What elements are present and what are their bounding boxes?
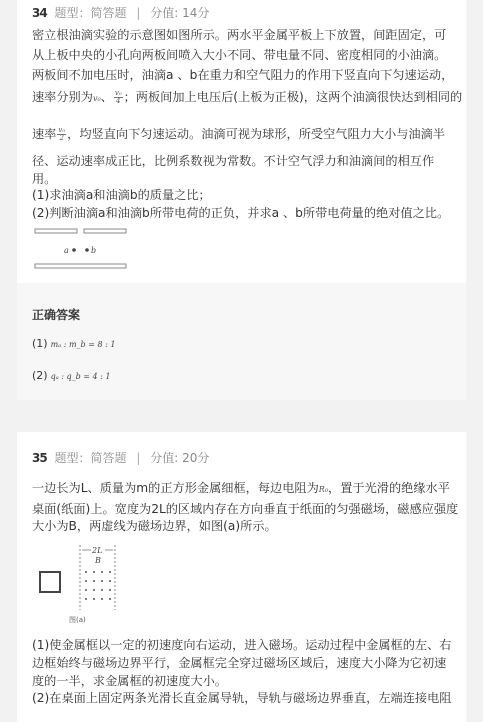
question-number: 34 <box>32 6 47 20</box>
fraction-numerator: v₀ <box>114 89 122 97</box>
question-text-line: (2)判断油滴a和油滴b所带电荷的正负，并求a 、b所带电荷量的绝对值之比。 <box>32 206 450 220</box>
question-card-35 <box>17 432 466 722</box>
math-v0: v₀ <box>92 94 101 103</box>
answer-box <box>17 283 466 400</box>
math-r0: R₀ <box>318 485 329 494</box>
answer-label: (1) <box>32 337 48 350</box>
question-text-line: 两板间不加电压时，油滴a 、b在重力和空气阻力的作用下竖直向下匀速运动， <box>32 68 454 82</box>
question-card-34 <box>17 0 466 400</box>
fraction-denominator: 2 <box>59 134 64 142</box>
fraction-denominator: 4 <box>116 97 121 105</box>
separator: | <box>136 6 141 20</box>
question-text-line <box>32 479 450 496</box>
question-text-line: 度的一半，求金属框的初速度大小。 <box>32 674 227 688</box>
magnetic-field-figure <box>35 540 125 624</box>
field-label: B <box>95 556 101 565</box>
question-text-line: 桌面(纸面)上。宽度为2L的区域内存在方向垂直于纸面的匀强磁场，磁感应强度 <box>32 502 459 516</box>
upper-plate-left <box>35 229 77 233</box>
question-text-line: (2)在桌面上固定两条光滑长直金属导轨，导轨与磁场边界垂直，左端连接电阻 <box>32 691 452 705</box>
text-segment: 速率分别为 <box>32 90 93 104</box>
question-text-line: 边框始终与磁场边界平行，金属框完全穿过磁场区域后，速度大小降为它初速 <box>32 656 447 670</box>
question-header <box>32 4 209 21</box>
droplet-a-dot <box>72 248 76 252</box>
text-segment: 速率 <box>32 127 57 141</box>
upper-plate-right <box>84 229 126 233</box>
separator: | <box>136 451 141 465</box>
math-fraction <box>114 90 123 105</box>
answer-line-2 <box>32 369 111 382</box>
fraction-numerator: v₀ <box>58 126 66 134</box>
question-type: 题型：简答题 <box>54 451 127 465</box>
text-segment: 、 <box>100 90 113 104</box>
answer-math: qₐ : q_b = 4 : 1 <box>50 372 111 381</box>
text-segment: ；两板间加上电压后(上板为正极)，这两个油滴很快达到相同的 <box>123 90 463 104</box>
text-segment: 一边长为L、质量为m的正方形金属细框，每边电阻为 <box>32 481 319 495</box>
question-score: 分值: 14分 <box>150 6 210 20</box>
question-text-line <box>32 125 445 142</box>
question-text-line: (1)使金属框以一定的初速度向右运动，进入磁场。运动过程中金属框的左、右 <box>32 638 452 652</box>
lower-plate <box>35 264 126 268</box>
text-segment: ，均竖直向下匀速运动。油滴可视为球形，所受空气阻力大小与油滴半 <box>67 127 445 141</box>
question-type: 题型：简答题 <box>54 6 127 20</box>
question-header <box>32 449 209 466</box>
droplet-b-label: b <box>91 246 97 255</box>
width-label: 2L <box>92 546 103 555</box>
question-score: 分值: 20分 <box>150 451 210 465</box>
question-text-line: (1)求油滴a和油滴b的质量之比； <box>32 188 211 202</box>
square-frame <box>40 572 60 592</box>
droplet-b-dot <box>85 248 89 252</box>
answer-title: 正确答案 <box>32 308 81 322</box>
question-number: 35 <box>32 451 47 465</box>
question-text-line <box>32 88 462 105</box>
answer-label: (2) <box>32 369 48 382</box>
question-text-line: 用。 <box>32 172 57 186</box>
question-text-line: 径、运动速率成正比，比例系数视为常数。不计空气浮力和油滴间的相互作 <box>32 154 435 168</box>
droplet-a-label: a <box>64 246 69 255</box>
question-text-line: 密立根油滴实验的示意图如图所示。两水平金属平板上下放置，间距固定，可 <box>32 28 447 42</box>
answer-line-1 <box>32 337 115 350</box>
field-dots <box>85 571 111 600</box>
question-text-line: 从上板中央的小孔向两板间喷入大小不同、带电量不同、密度相同的小油滴。 <box>32 48 447 62</box>
answer-math: mₐ : m_b = 8 : 1 <box>50 340 116 349</box>
text-segment: ，置于光滑的绝缘水平 <box>328 481 450 495</box>
math-fraction <box>57 127 66 142</box>
figure-caption: 图(a) <box>69 616 86 624</box>
millikan-figure <box>34 225 134 273</box>
question-text-line: 大小为B，两虚线为磁场边界，如图(a)所示。 <box>32 519 277 533</box>
